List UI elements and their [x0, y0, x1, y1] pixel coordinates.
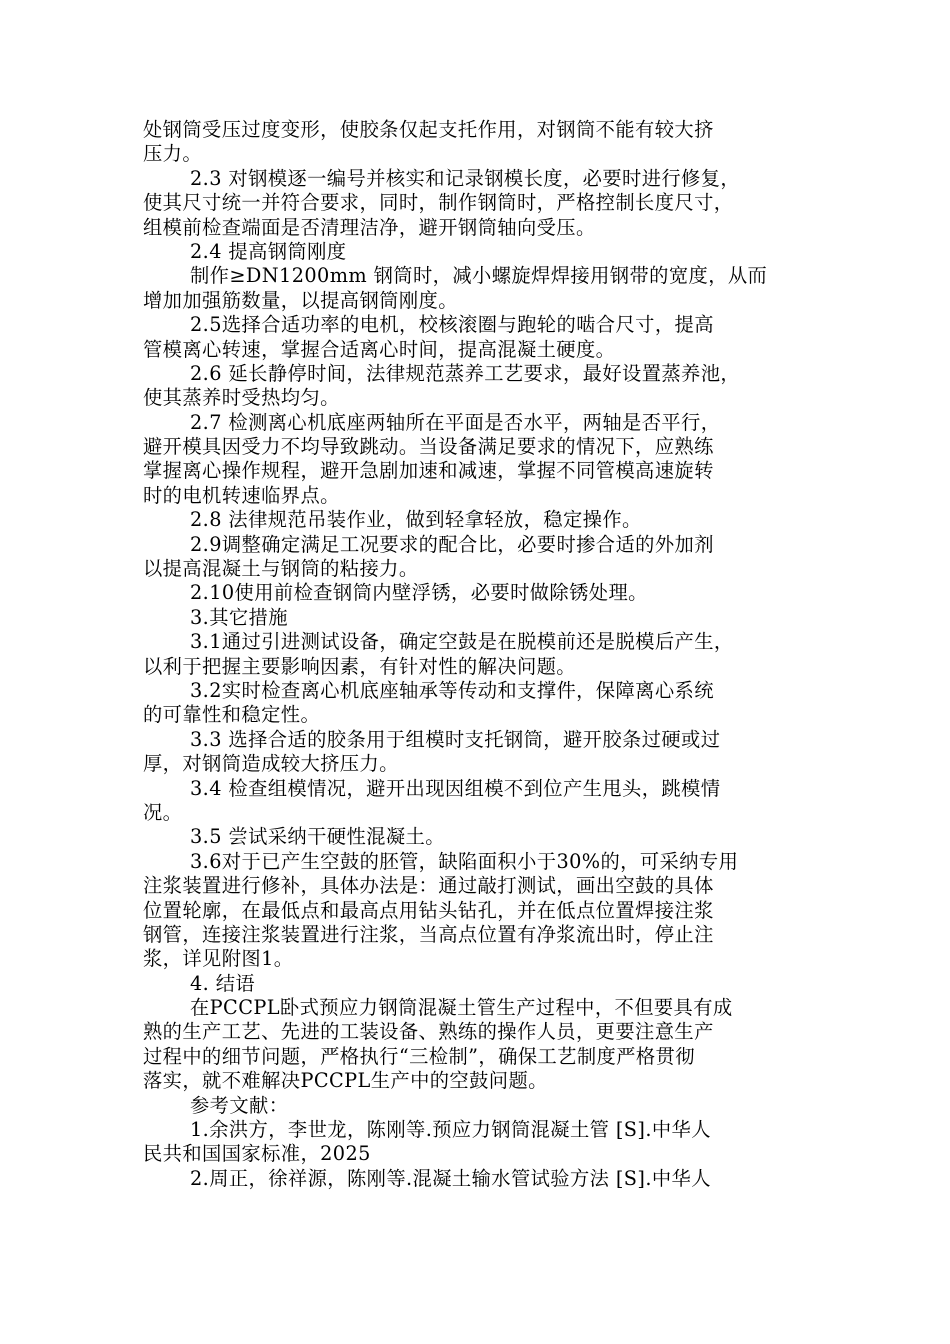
- text-line: 2.6 延长静停时间，法律规范蒸养工艺要求，最好设置蒸养池，: [190, 361, 741, 385]
- text-line: 2.5选择合适功率的电机，校核滚圈与跑轮的啮合尺寸，提高: [190, 313, 714, 337]
- text-line: 2.3 对钢模逐一编号并核实和记录钢模长度，必要时进行修复，: [190, 166, 741, 190]
- text-line: 制作≥DN1200mm 钢筒时，减小螺旋焊焊接用钢带的宽度，从而: [190, 264, 768, 288]
- text-line: 3.3 选择合适的胶条用于组模时支托钢筒，避开胶条过硬或过: [190, 727, 721, 751]
- text-line: 4. 结语: [190, 971, 256, 995]
- text-line: 2.4 提高钢筒刚度: [190, 239, 347, 263]
- text-line: 2.周正，徐祥源，陈刚等.混凝土输水管试验方法 [S].中华人: [190, 1166, 711, 1190]
- text-line: 以利于把握主要影响因素，有针对性的解决问题。: [143, 654, 576, 678]
- text-line: 的可靠性和稳定性。: [143, 703, 321, 727]
- text-line: 使其尺寸统一并符合要求，同时，制作钢筒时，严格控制长度尺寸，: [143, 191, 734, 215]
- text-line: 3.2实时检查离心机底座轴承等传动和支撑件，保障离心系统: [190, 678, 714, 702]
- text-line: 况。: [143, 800, 183, 824]
- text-line: 2.10使用前检查钢筒内壁浮锈，必要时做除锈处理。: [190, 581, 648, 605]
- text-line: 浆，详见附图1。: [143, 947, 294, 971]
- text-line: 增加加强筋数量，以提高钢筒刚度。: [143, 288, 458, 312]
- document-body: [143, 118, 813, 1191]
- text-line: 使其蒸养时受热均匀。: [143, 386, 340, 410]
- text-line: 过程中的细节问题，严格执行“三检制”，确保工艺制度严格贯彻: [143, 1044, 695, 1068]
- text-line: 位置轮廓，在最低点和最高点用钻头钻孔，并在低点位置焊接注浆: [143, 898, 714, 922]
- text-line: 3.其它措施: [190, 605, 288, 629]
- text-line: 管模离心转速，掌握合适离心时间，提高混凝土硬度。: [143, 337, 616, 361]
- text-line: 2.8 法律规范吊装作业，做到轻拿轻放，稳定操作。: [190, 508, 642, 532]
- text-line: 落实，就不难解决PCCPL生产中的空鼓问题。: [143, 1069, 548, 1093]
- text-line: 熟的生产工艺、先进的工装设备、熟练的操作人员，更要注意生产: [143, 1020, 714, 1044]
- text-line: 钢管，连接注浆装置进行注浆，当高点位置有净浆流出时，停止注: [143, 922, 714, 946]
- text-line: 处钢筒受压过度变形，使胶条仅起支托作用，对钢筒不能有较大挤: [143, 118, 714, 141]
- text-line: 压力。: [143, 142, 203, 166]
- text-line: 3.1通过引进测试设备，确定空鼓是在脱模前还是脱模后产生，: [190, 630, 734, 654]
- text-line: 避开模具因受力不均导致跳动。当设备满足要求的情况下，应熟练: [143, 435, 714, 459]
- text-line: 以提高混凝土与钢筒的粘接力。: [143, 557, 419, 581]
- text-line: 组模前检查端面是否清理洁净，避开钢筒轴向受压。: [143, 215, 596, 239]
- text-line: 2.7 检测离心机底座两轴所在平面是否水平，两轴是否平行，: [190, 410, 721, 434]
- text-line: 3.6对于已产生空鼓的胚管，缺陷面积小于30%的，可采纳专用: [190, 849, 739, 873]
- text-line: 3.5 尝试采纳干硬性混凝土。: [190, 825, 445, 849]
- text-line: 民共和国国家标准，2025: [143, 1142, 371, 1166]
- text-line: 在PCCPL卧式预应力钢筒混凝土管生产过程中，不但要具有成: [190, 996, 733, 1020]
- text-line: 1.余洪方，李世龙，陈刚等.预应力钢筒混凝土管 [S].中华人: [190, 1118, 711, 1142]
- text-line: 3.4 检查组模情况，避开出现因组模不到位产生甩头，跳模情: [190, 776, 721, 800]
- text-line: 厚，对钢筒造成较大挤压力。: [143, 752, 399, 776]
- text-line: 时的电机转速临界点。: [143, 483, 340, 507]
- text-line: 参考文献：: [190, 1093, 289, 1117]
- text-line: 2.9调整确定满足工况要求的配合比，必要时掺合适的外加剂: [190, 532, 714, 556]
- text-line: 注浆装置进行修补，具体办法是：通过敲打测试，画出空鼓的具体: [143, 874, 714, 898]
- text-line: 掌握离心操作规程，避开急剧加速和减速，掌握不同管模高速旋转: [143, 459, 714, 483]
